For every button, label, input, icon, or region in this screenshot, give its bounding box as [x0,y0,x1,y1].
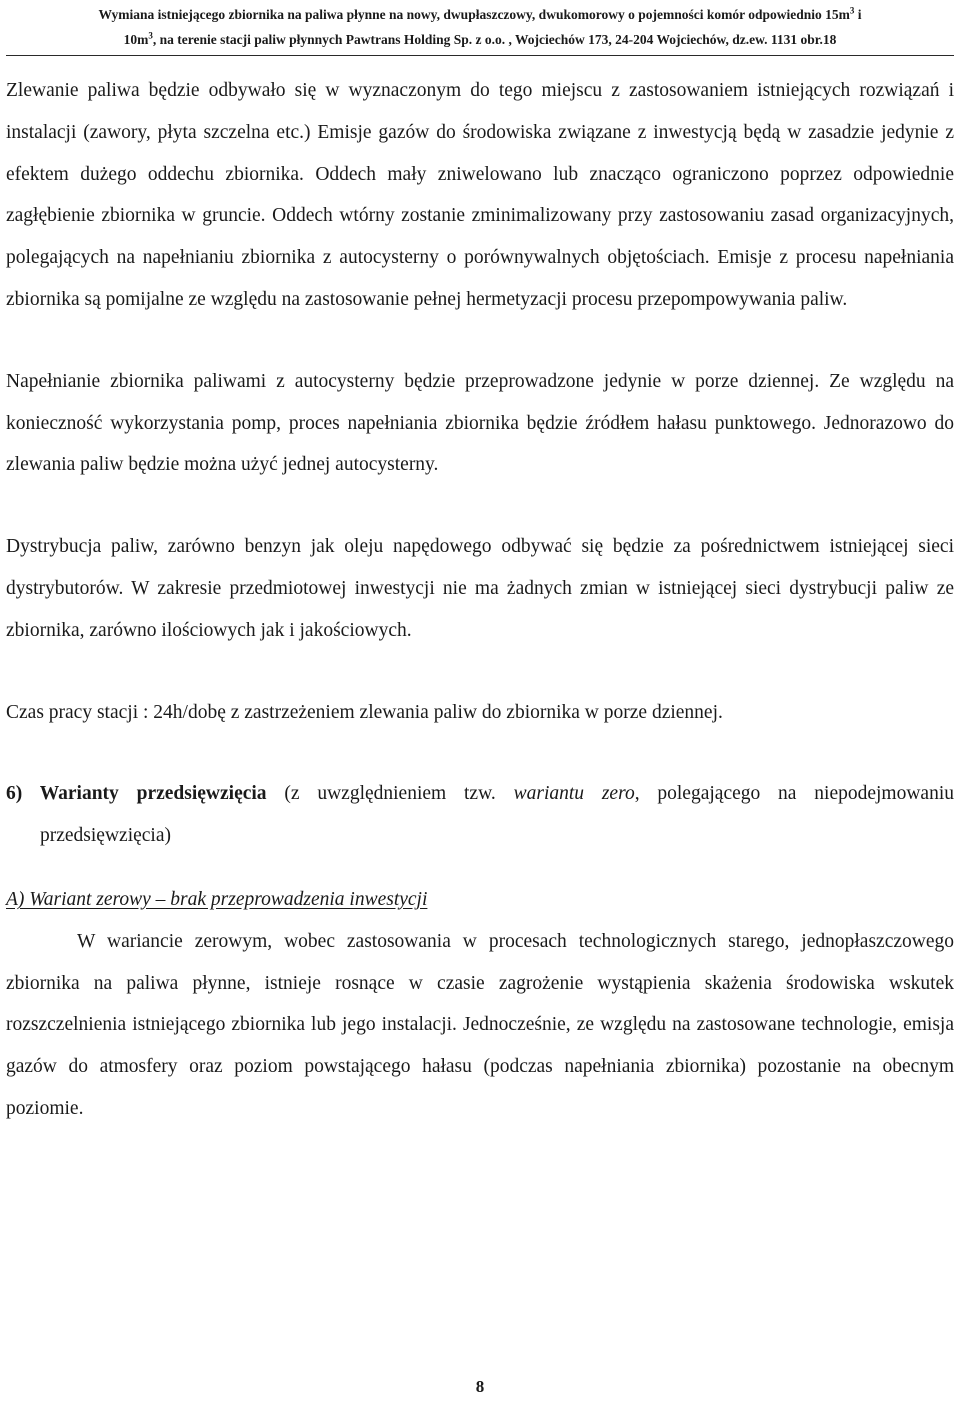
spacer [6,652,954,692]
paragraph-working-hours: Czas pracy stacji : 24h/dobę z zastrzeżeniem zlewania paliw do zbiornika w porze dziennej. [6,701,723,723]
spacer [6,857,954,879]
spacer [6,733,954,773]
header-line-1-sup: 3 [849,5,855,16]
running-header [6,2,954,52]
spacer [6,321,954,361]
header-line-1 [6,2,954,27]
section-6-italic: wariantu zero [513,783,635,805]
header-divider [6,55,954,56]
page-number: 8 [475,1377,485,1396]
header-line-2-start: 10m [123,32,149,47]
paragraph-distribution: Dystrybucja paliw, zarówno benzyn jak oleju napędowego odbywać się będzie za pośrednictwem istniejącej sieci dystrybutorów. W zakresie przedmiotowej inwestycji nie ma żadnych zmian w istniejącej sieci dystrybucji paliw ze zbiornika, zarówno ilościowych jak i jakościowych. [6,536,954,641]
document-body [6,70,954,1130]
paragraph-fuel-unloading: Zlewanie paliwa będzie odbywało się w wyznaczonym do tego miejscu z zastosowaniem istniejących rozwiązań i instalacji (zawory, płyta szczelna etc.) Emisje gazów do środowiska związane z inwestycją będą w zasadzie jedynie z efektem dużego oddechu zbiornika. Oddech mały zniwelowano lub znacząco ograniczono poprzez odpowiednie zagłębienie zbiornika w gruncie. Oddech wtórny zostanie zminimalizowany przy zastosowaniu zasad organizacyjnych, polegających na napełnianiu zbiornika z autocysterny o porównywalnych objętościach. Emisje z procesu napełniania zbiornika są pomijalne ze względu na zastosowanie pełnej hermetyzacji procesu przepompowywania paliw. [6,80,954,310]
header-line-2-text: , na terenie stacji paliw płynnych Pawtrans Holding Sp. z o.o. , Wojciechów 173, 24-204 Wojciechów, dz.ew. 1131 obr.18 [152,32,837,47]
section-6-text-1: (z uwzględnieniem tzw. [266,783,514,805]
spacer [6,486,954,526]
header-line-1-end: i [854,7,862,22]
section-6-text-2: , polegającego na niepodejmowaniu przedsięwzięcia) [40,783,954,847]
header-line-2-sup: 3 [148,30,153,41]
variant-a-paragraph: W wariancie zerowym, wobec zastosowania w procesach technologicznych starego, jednopłaszczowego zbiornika na paliwa płynne, istnieje rosnące w czasie zagrożenie wystąpienia skażenia środowiska wskutek rozszczelnienia istniejącego zbiornika lub jego instalacji. Jednocześnie, ze względu na zastosowane technologie, emisja gazów do atmosfery oraz poziom powstającego hałasu (podczas napełniania zbiornika) pozostanie na obecnym poziomie. [6,930,954,1119]
paragraph-tank-filling: Napełnianie zbiornika paliwami z autocysterny będzie przeprowadzone jedynie w porze dziennej. Ze względu na konieczność wykorzystania pomp, proces napełniania zbiornika będzie źródłem hałasu punktowego. Jednorazowo do zlewania paliw będzie można użyć jednej autocysterny. [6,370,954,476]
header-line-1-text: Wymiana istniejącego zbiornika na paliwa płynne na nowy, dwupłaszczowy, dwukomorowy o pojemności komór odpowiednio 15m [98,7,850,22]
header-line-2 [6,27,954,52]
variant-a-heading: A) Wariant zerowy – brak przeprowadzenia inwestycji [6,888,428,910]
section-6-heading [6,773,954,857]
section-6-title: 6) Warianty przedsięwzięcia [6,783,267,805]
